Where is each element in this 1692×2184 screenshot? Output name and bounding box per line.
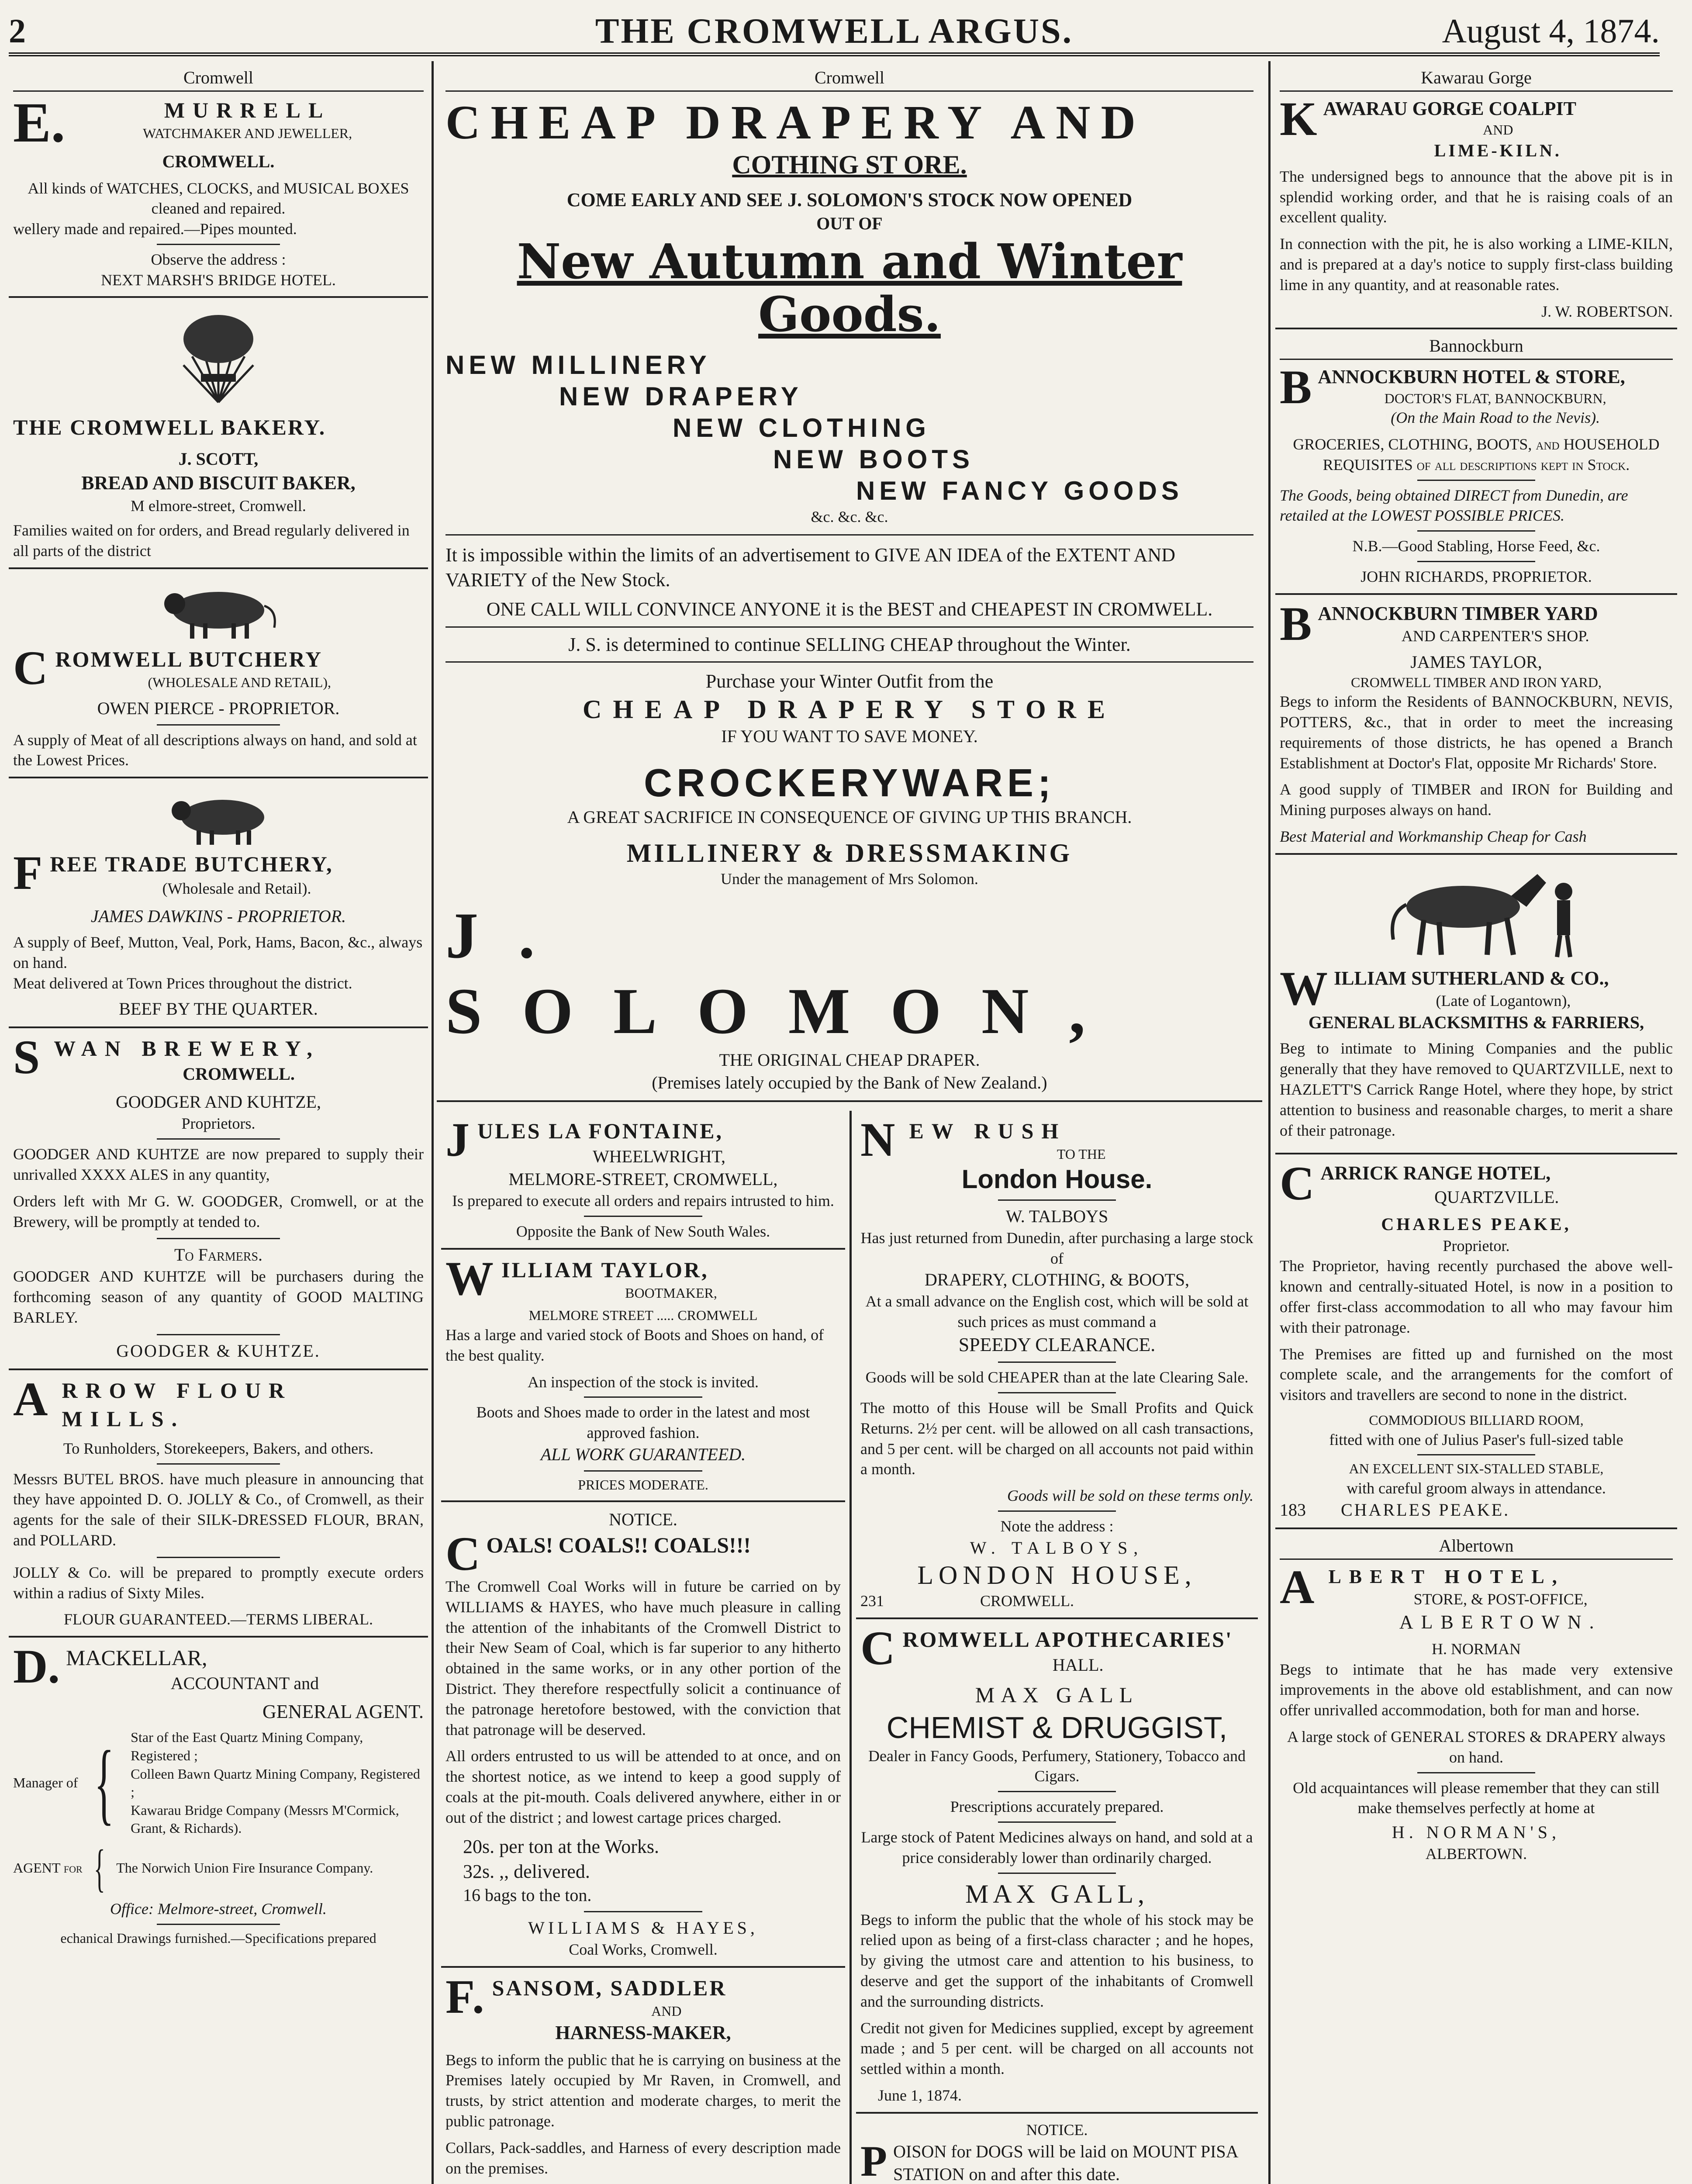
ad-albert-hotel	[1275, 1529, 1677, 1870]
ad-bakery	[9, 298, 428, 569]
ad-sub: (Wholesale and Retail).	[162, 880, 311, 898]
divider	[157, 1463, 280, 1465]
ad-prescriptions: Prescriptions accurately prepared.	[950, 1798, 1164, 1816]
ad-works: Coal Works, Cromwell.	[569, 1941, 718, 1959]
divider	[998, 1510, 1116, 1512]
drop-initial: C	[445, 1527, 480, 1580]
ad-number: 183	[1280, 1500, 1306, 1520]
divider	[1417, 1772, 1535, 1773]
ad-signature: GOODGER & KUHTZE.	[116, 1341, 321, 1361]
ad-trade: GENERAL BLACKSMITHS & FARRIERS,	[1308, 1013, 1644, 1033]
ad-kawarau	[1275, 61, 1677, 329]
ad-notice: NOTICE.	[1026, 2121, 1088, 2139]
town-heading: Bannockburn	[1280, 335, 1673, 360]
ad-name: MAX GALL	[975, 1682, 1139, 1707]
ad-place: CROMWELL.	[183, 1064, 295, 1084]
ad-dealer: Dealer in Fancy Goods, Perfumery, Stationery, Tobacco and Cigars.	[868, 1747, 1246, 1785]
town-heading: Cromwell	[13, 67, 424, 92]
divider	[157, 1334, 280, 1335]
ad-body: Collars, Pack-saddles, and Harness of every description made on the premises.	[445, 2139, 841, 2177]
ad-signature: J. W. ROBERTSON.	[1541, 302, 1673, 320]
ad-place: CROMWELL.	[162, 151, 275, 171]
divider	[157, 1924, 280, 1925]
center-subcolumns	[437, 1111, 1262, 2184]
ad-trade: BOOTMAKER,	[625, 1285, 717, 1301]
ad-title: SANSOM, SADDLER	[492, 1975, 727, 2000]
coal-prices	[445, 1834, 841, 1907]
ad-and: AND	[1483, 122, 1513, 138]
managed-company: Kawarau Bridge Company (Messrs M'Cormick, Grant, & Richards).	[131, 1802, 399, 1836]
ad-body: Has just returned from Dunedin, after purchasing a large stock of	[860, 1229, 1253, 1267]
ad-address: NEXT MARSH'S BRIDGE HOTEL.	[101, 271, 336, 289]
ad-sansom	[441, 1968, 845, 2184]
divider	[584, 1216, 703, 1217]
divider	[157, 724, 280, 726]
divider	[1417, 480, 1535, 481]
ad-signature: ALBERTOWN.	[1425, 1845, 1527, 1863]
drop-initial: W	[445, 1251, 495, 1305]
ad-stable: with careful groom always in attendance.	[1347, 1479, 1606, 1497]
divider	[998, 1392, 1116, 1393]
ad-title: ARRICK RANGE HOTEL,	[1320, 1162, 1551, 1184]
divider	[584, 1396, 703, 1398]
ad-body: The Premises are fitted up and furnished on the most complete scale, and the arrangements for the comfort of visitors and travellers are second to none in the district.	[1280, 1345, 1673, 1404]
agent-label: AGENT for	[13, 1860, 83, 1876]
ad-crockery: CROCKERYWARE;	[644, 761, 1055, 805]
ad-title: ROMWELL APOTHECARIES'	[902, 1627, 1233, 1652]
ad-title: ROMWELL BUTCHERY	[55, 647, 323, 672]
ad-bannockburn-timber	[1275, 595, 1677, 855]
ad-town: CROMWELL.	[980, 1592, 1074, 1610]
ad-late: (Late of Logantown),	[1436, 992, 1571, 1010]
center-left-subcolumn	[437, 1111, 849, 2184]
ad-name: MAX GALL,	[965, 1879, 1149, 1908]
ad-title: ANNOCKBURN HOTEL & STORE,	[1318, 366, 1625, 388]
ad-body: A supply of Beef, Mutton, Veal, Pork, Hams, Bacon, &c., always on hand.	[13, 933, 423, 971]
ad-date: June 1, 1874.	[878, 2086, 962, 2104]
ad-mackellar	[9, 1638, 428, 1953]
ad-body: Credit not given for Medicines supplied, except by agreement made ; and 5 per cent. will be charged on all accounts not settled within a month.	[860, 2019, 1253, 2078]
ox-icon	[157, 789, 280, 846]
ad-subheading: To Farmers.	[174, 1245, 263, 1265]
ad-title: REE TRADE BUTCHERY,	[50, 852, 333, 877]
ad-to-the: TO THE	[1057, 1146, 1106, 1162]
drop-initial: N	[860, 1113, 903, 1167]
divider	[157, 1138, 280, 1140]
ad-items: DRAPERY, CLOTHING, & BOOTS,	[925, 1270, 1189, 1290]
ad-body: Beg to intimate to Mining Companies and the public generally that they have removed to QUARTZVILLE, next to HAZLETT'S Carrick Range Hotel, where they hope, by strict attention to business and reasonable charges, to merit a share of their patronage.	[1280, 1040, 1673, 1139]
ad-owners: GOODGER AND KUHTZE,	[116, 1092, 321, 1112]
ad-swan-brewery	[9, 1028, 428, 1370]
ad-body: A supply of Meat of all descriptions always on hand, and sold at the Lowest Prices.	[13, 731, 417, 769]
ad-title: OALS! COALS!! COALS!!!	[486, 1532, 751, 1557]
ad-out-of: OUT OF	[816, 214, 883, 234]
ad-title: ANNOCKBURN TIMBER YARD	[1318, 602, 1598, 624]
ad-body: All kinds of WATCHES, CLOCKS, and MUSICAL BOXES cleaned and repaired.	[28, 179, 409, 218]
ad-arrow-flour-mills	[9, 1370, 428, 1638]
ad-place: DOCTOR'S FLAT, BANNOCKBURN,	[1384, 390, 1606, 406]
ad-body: The Cromwell Coal Works will in future be carried on by WILLIAMS & HAYES, who have much pleasure in calling the attention of the inhabitants of the Cromwell District to their New Seam of Coal, which is far superior to any hitherto obtained in the same works, or in any other portion of the District. They therefore respectfully solicit a continuance of the patronage heretofore bestowed, with the conviction that that patronage will be deserved.	[445, 1578, 841, 1738]
ad-signature: H. NORMAN'S,	[1392, 1822, 1561, 1842]
divider	[1417, 530, 1535, 532]
ad-come-early: COME EARLY AND SEE J. SOLOMON'S STOCK NOW OPENED	[566, 189, 1133, 211]
drop-initial: F.	[445, 1970, 486, 2023]
ad-stairs	[445, 349, 1253, 507]
divider	[998, 1821, 1116, 1823]
page-number: 2	[9, 12, 26, 50]
ad-body: Messrs BUTEL BROS. have much pleasure in announcing that they have appointed D. O. JOLLY & Co., of Cromwell, as their agents for the sale of their SILK-DRESSED FLOUR, BRAN, and POLLARD.	[13, 1470, 424, 1549]
ad-owner: W. TALBOYS	[1005, 1206, 1108, 1226]
drop-initial: B	[1280, 360, 1312, 414]
coal-price: 16 bags to the ton.	[463, 1885, 592, 1905]
ad-footer: echanical Drawings furnished.—Specifications prepared	[60, 1930, 376, 1946]
ad-body: Meat delivered at Town Prices throughout the district.	[13, 974, 352, 992]
manager-label: Manager of	[13, 1775, 78, 1791]
ad-stable: AN EXCELLENT SIX-STALLED STABLE,	[1349, 1461, 1604, 1477]
ad-body: Old acquaintances will please remember that they can still make themselves perfectly at home at	[1293, 1779, 1660, 1817]
ad-billiard: COMMODIOUS BILLIARD ROOM,	[1369, 1412, 1584, 1428]
ad-footer: BEEF BY THE QUARTER.	[119, 999, 318, 1019]
town-heading: Cromwell	[445, 67, 1253, 92]
ad-title: COTHING ST ORE.	[732, 150, 967, 179]
center-right-subcolumn	[849, 1111, 1262, 2184]
ad-owner: J. SCOTT,	[178, 449, 259, 469]
ad-billiard: fitted with one of Julius Paser's full-sized table	[1329, 1431, 1623, 1448]
ad-owner: JAMES TAYLOR,	[1410, 652, 1542, 672]
ad-sub: (WHOLESALE AND RETAIL),	[148, 674, 331, 691]
drop-initial: D.	[13, 1640, 60, 1693]
ad-role: GENERAL AGENT.	[262, 1701, 424, 1723]
ad-body: J. S. is determined to continue SELLING CHEAP throughout the Winter.	[445, 626, 1253, 663]
ad-solomon-name: J. SOLOMON,	[445, 899, 1126, 1047]
agent-for	[13, 1838, 424, 1897]
ad-house: London House.	[961, 1164, 1153, 1194]
drop-initial: B	[1280, 597, 1312, 650]
ad-coals	[441, 1502, 845, 1968]
ad-street: MELMORE-STREET, CROMWELL,	[508, 1169, 778, 1189]
stair-item: NEW CLOTHING	[673, 413, 930, 443]
ad-new-rush	[856, 1111, 1258, 1619]
drop-initial: F	[13, 846, 44, 900]
ad-title: CHEAP DRAPERY AND	[445, 96, 1146, 149]
drop-initial: S	[13, 1030, 48, 1084]
ad-tagline: Best Material and Workmanship Cheap for Cash	[1280, 828, 1587, 846]
ad-body: Begs to inform the public that he is carrying on business at the Premises lately occupied by Mr Raven, in Cromwell, and trusts, by strict attention and moderate charges, to merit the public patronage.	[445, 2051, 841, 2130]
ad-body: GOODGER AND KUHTZE are now prepared to supply their unrivalled XXXX ALES in any quantity,	[13, 1145, 424, 1184]
ad-body: Is prepared to execute all orders and repairs intrusted to him.	[452, 1192, 834, 1210]
ad-role: Proprietor.	[1443, 1237, 1510, 1254]
ad-cromwell-butchery	[9, 569, 428, 778]
ad-body: Has a large and varied stock of Boots and Shoes on hand, of the best quality.	[445, 1326, 824, 1364]
masthead	[9, 9, 1660, 56]
drop-initial: W	[1280, 961, 1328, 1015]
stair-item: NEW FANCY GOODS	[856, 476, 1183, 506]
divider	[584, 1470, 703, 1472]
town-heading: Kawarau Gorge	[1280, 67, 1673, 92]
ad-original: THE ORIGINAL CHEAP DRAPER.	[719, 1050, 980, 1070]
issue-date: August 4, 1874.	[1442, 12, 1660, 50]
newspaper-title: THE CROMWELL ARGUS.	[595, 11, 1074, 51]
ad-management: Under the management of Mrs Solomon.	[721, 870, 978, 888]
ad-body: JOLLY & Co. will be prepared to promptly execute orders within a radius of Sixty Miles.	[13, 1563, 424, 1602]
brace-glyph: {	[93, 1838, 105, 1897]
drop-initial: E.	[13, 91, 66, 154]
managed-company: Star of the East Quartz Mining Company, Registered ;	[131, 1729, 363, 1763]
divider	[998, 1199, 1116, 1201]
ad-speedy: SPEEDY CLEARANCE.	[958, 1334, 1156, 1355]
ad-title: MURRELL	[164, 98, 331, 122]
ad-body: wellery made and repaired.—Pipes mounted.	[13, 220, 297, 238]
ad-office: Office: Melmore-street, Cromwell.	[110, 1900, 327, 1918]
divider	[1417, 1454, 1535, 1455]
ad-sutherland	[1275, 855, 1677, 1154]
ad-trade: BREAD AND BISCUIT BAKER,	[81, 472, 356, 494]
ad-street: MELMORE STREET ..... CROMWELL	[528, 1307, 758, 1324]
ad-body: Begs to inform the Residents of BANNOCKBURN, NEVIS, POTTERS, &c., that in order to meet the increasing requirements of those districts, he has opened a Branch Establishment at Doctor's Flat, opposite Mr Richards' Store.	[1280, 693, 1673, 772]
ad-apothecaries	[856, 1619, 1258, 2114]
ad-lime: LIME-KILN.	[1434, 140, 1562, 160]
ad-footer: FLOUR GUARANTEED.—TERMS LIBERAL.	[64, 1610, 373, 1628]
ad-prices: PRICES MODERATE.	[578, 1476, 708, 1493]
ad-stabling: N.B.—Good Stabling, Horse Feed, &c.	[1352, 537, 1600, 555]
column-rule	[1268, 61, 1271, 2184]
ad-body: A good supply of TIMBER and IRON for Building and Mining purposes always on hand.	[1280, 781, 1673, 819]
ad-title: MACKELLAR,	[66, 1645, 207, 1670]
ad-place: CROMWELL TIMBER AND IRON YARD,	[1351, 674, 1602, 690]
drop-initial: K	[1280, 92, 1317, 145]
ad-title: ULES LA FONTAINE,	[477, 1119, 724, 1144]
drop-initial: C	[1280, 1157, 1315, 1210]
ad-role: ACCOUNTANT and	[170, 1673, 319, 1693]
ad-body: The motto of this House will be Small Profits and Quick Returns. 2½ per cent. will be allowed on all cash transactions, and 5 per cent. will be charged on all accounts not paid within a month.	[860, 1399, 1253, 1478]
ad-save: IF YOU WANT TO SAVE MONEY.	[721, 726, 978, 746]
ad-millinery: MILLINERY & DRESSMAKING	[626, 839, 1073, 868]
ad-body: The undersigned begs to announce that the above pit is in splendid working order, and that he is raising coals of an excellent quality.	[1280, 167, 1673, 226]
coal-price: 20s. per ton at the Works.	[463, 1835, 660, 1857]
ad-title: RROW FLOUR MILLS.	[62, 1378, 293, 1431]
ad-body: Boots and Shoes made to order in the latest and most approved fashion.	[476, 1403, 810, 1442]
ad-title: ILLIAM SUTHERLAND & CO.,	[1334, 967, 1609, 989]
ad-number: 231	[860, 1592, 884, 1610]
ad-carrick-range	[1275, 1154, 1677, 1529]
stair-item: NEW DRAPERY	[559, 382, 803, 411]
divider	[1417, 561, 1535, 562]
column-right	[1275, 61, 1677, 2184]
ad-etc: &c. &c. &c.	[811, 508, 888, 526]
ad-hall: HALL.	[1052, 1655, 1104, 1675]
ad-title: HE CROMWELL BAKERY.	[29, 415, 326, 440]
divider	[998, 1791, 1116, 1792]
stair-item: NEW MILLINERY	[445, 350, 711, 380]
ad-guarantee: ALL WORK GUARANTEED.	[540, 1444, 746, 1464]
ad-purchase: Purchase your Winter Outfit from the	[705, 670, 994, 692]
ad-sub: STORE, & POST-OFFICE,	[1413, 1590, 1588, 1608]
divider	[584, 1911, 703, 1912]
ad-solomon-drapery	[437, 61, 1262, 1102]
ad-poison	[856, 2114, 1258, 2184]
ad-and: AND	[651, 2003, 682, 2019]
ad-signature: CHARLES PEAKE.	[1341, 1500, 1510, 1520]
ad-headline: New Autumn and Winter Goods.	[517, 233, 1182, 343]
drop-initial: T	[13, 415, 29, 440]
stair-item: NEW BOOTS	[773, 445, 974, 474]
ad-road: (On the Main Road to the Nevis).	[1391, 409, 1600, 427]
ad-body: All orders entrusted to us will be attended to at once, and on the shortest notice, as we intend to keep a good supply of coals at the pit-mouth. Coals delivered anywhere, either in or out of the district ; and lowest cartage prices charged.	[445, 1747, 841, 1826]
ad-william-taylor	[441, 1250, 845, 1502]
ad-free-trade-butchery	[9, 778, 428, 1028]
ad-owner: JAMES DAWKINS - PROPRIETOR.	[90, 906, 346, 926]
ad-signature: W. TALBOYS,	[970, 1538, 1144, 1558]
drop-initial: A	[13, 1372, 56, 1426]
ad-bannockburn-hotel	[1275, 329, 1677, 594]
ad-sub: AND CARPENTER'S SHOP.	[1401, 627, 1589, 645]
drop-initial: C	[13, 641, 49, 695]
horse-and-farrier-icon	[1363, 865, 1590, 961]
ad-owner: OWEN PIERCE - PROPRIETOR.	[97, 698, 340, 718]
ad-notice: NOTICE.	[609, 1509, 677, 1529]
brace-glyph: {	[94, 1732, 114, 1834]
divider	[998, 1362, 1116, 1363]
ad-body: An inspection of the stock is invited.	[528, 1373, 759, 1391]
ad-title: EW RUSH	[909, 1119, 1067, 1144]
wheat-sheaf-icon	[157, 308, 280, 409]
ad-observe: Observe the address :	[151, 250, 286, 268]
agent-text: The Norwich Union Fire Insurance Company.	[116, 1860, 373, 1876]
ad-trade: WHEELWRIGHT,	[593, 1147, 725, 1167]
ad-owner: H. NORMAN	[1431, 1640, 1521, 1658]
ad-fontaine	[441, 1111, 845, 1250]
bull-icon	[153, 580, 284, 641]
town-heading: Albertown	[1280, 1535, 1673, 1560]
ad-body: ONE CALL WILL CONVINCE ANYONE it is the BEST and CHEAPEST IN CROMWELL.	[486, 598, 1213, 620]
ad-place: QUARTZVILLE.	[1434, 1187, 1559, 1207]
ad-title: AWARAU GORGE COALPIT	[1323, 98, 1576, 119]
column-rule	[432, 61, 434, 2184]
ad-body: Orders left with Mr G. W. GOODGER, Cromwell, or at the Brewery, will be promptly at tended to.	[13, 1192, 424, 1230]
divider	[157, 244, 280, 245]
ad-murrell	[9, 61, 428, 298]
ad-note: Note the address :	[1000, 1517, 1114, 1535]
ad-sacrifice: A GREAT SACRIFICE IN CONSEQUENCE OF GIVING UP THIS BRANCH.	[567, 807, 1132, 827]
ad-trade: CHEMIST & DRUGGIST,	[886, 1710, 1228, 1745]
column-left	[9, 61, 428, 2184]
ad-premises: (Premises lately occupied by the Bank of New Zealand.)	[652, 1073, 1047, 1093]
ad-owner: CHARLES PEAKE,	[1381, 1214, 1571, 1234]
managed-companies	[13, 1728, 424, 1838]
ad-place: ALBERTOWN.	[1399, 1611, 1602, 1633]
divider	[998, 1873, 1116, 1874]
ad-title: HARNESS-MAKER,	[555, 2022, 731, 2044]
ad-opposite: Opposite the Bank of New South Wales.	[516, 1223, 770, 1241]
ad-body: It is impossible within the limits of an advertisement to GIVE AN IDEA of the EXTENT AND VARIETY of the New Stock.	[445, 534, 1253, 592]
divider	[157, 1557, 280, 1558]
ad-title: ILLIAM TAYLOR,	[501, 1257, 709, 1282]
ad-body: Goods will be sold CHEAPER than at the late Clearing Sale.	[865, 1368, 1249, 1386]
ad-stock: Large stock of Patent Medicines always on hand, and sold at a price considerably lower than ordinarily charged.	[861, 1828, 1253, 1866]
drop-initial: C	[860, 1621, 897, 1675]
ad-title: WAN BREWERY,	[54, 1036, 320, 1061]
managed-company: Colleen Bawn Quartz Mining Company, Registered ;	[131, 1766, 420, 1800]
ad-title: LBERT HOTEL,	[1328, 1565, 1565, 1587]
ad-body: A large stock of GENERAL STORES & DRAPERY always on hand.	[1287, 1728, 1665, 1766]
ad-body: The Proprietor, having recently purchased the above well-known and centrally-situated Hotel, is now in a position to offer first-class accommodation to all who may favour him with their patronage.	[1280, 1257, 1673, 1336]
ad-street: M elmore-street, Cromwell.	[131, 497, 306, 515]
ad-body: Families waited on for orders, and Bread regularly delivered in all parts of the district	[13, 522, 410, 560]
column-center	[437, 61, 1262, 2184]
ad-body: In connection with the pit, he is also working a LIME-KILN, and is prepared at a day's notice to supply first-class building lime in any quantity, and at reasonable rates.	[1280, 235, 1673, 294]
ad-body: OISON for DOGS will be laid on MOUNT PISA STATION on and after this date.	[893, 2141, 1238, 2184]
ad-store: CHEAP DRAPERY STORE	[583, 695, 1116, 724]
coal-price: 32s. ,, delivered.	[463, 1860, 590, 1882]
ad-body: Begs to intimate that he has made very extensive improvements in the above old establishment, and can now offer unrivalled accommodation, both for man and horse.	[1280, 1660, 1673, 1719]
ad-signature: JOHN RICHARDS, PROPRIETOR.	[1361, 567, 1592, 585]
ad-signature-house: LONDON HOUSE,	[917, 1560, 1197, 1590]
ad-trade: WATCHMAKER AND JEWELLER,	[143, 125, 352, 141]
ad-body: GOODGER AND KUHTZE will be purchasers during the forthcoming season of any quantity of GOOD MALTING BARLEY.	[13, 1268, 424, 1327]
ad-body: GROCERIES, CLOTHING, BOOTS, and HOUSEHOLD REQUISITES of all descriptions kept in Stock.	[1293, 435, 1660, 473]
ad-to: To Runholders, Storekeepers, Bakers, and others.	[63, 1439, 374, 1457]
ad-terms: Goods will be sold on these terms only.	[1007, 1487, 1253, 1505]
divider	[157, 1238, 280, 1239]
ad-body: The Goods, being obtained DIRECT from Dunedin, are retailed at the LOWEST POSSIBLE PRICES.	[1280, 486, 1628, 525]
drop-initial: J	[445, 1113, 471, 1167]
ad-body: At a small advance on the English cost, which will be sold at such prices as must command a	[865, 1292, 1249, 1331]
drop-initial: A	[1280, 1560, 1323, 1614]
drop-initial: P	[860, 2136, 887, 2184]
ad-role: Proprietors.	[181, 1115, 256, 1133]
ad-body: Begs to inform the public that the whole of his stock may be relied upon as being of a first-class character ; and he hopes, by giving the utmost care and attention to his business, to deserve and get the support of the inhabitants of Cromwell and the surrounding districts.	[860, 1911, 1253, 2010]
ad-signature: WILLIAMS & HAYES,	[528, 1918, 758, 1938]
